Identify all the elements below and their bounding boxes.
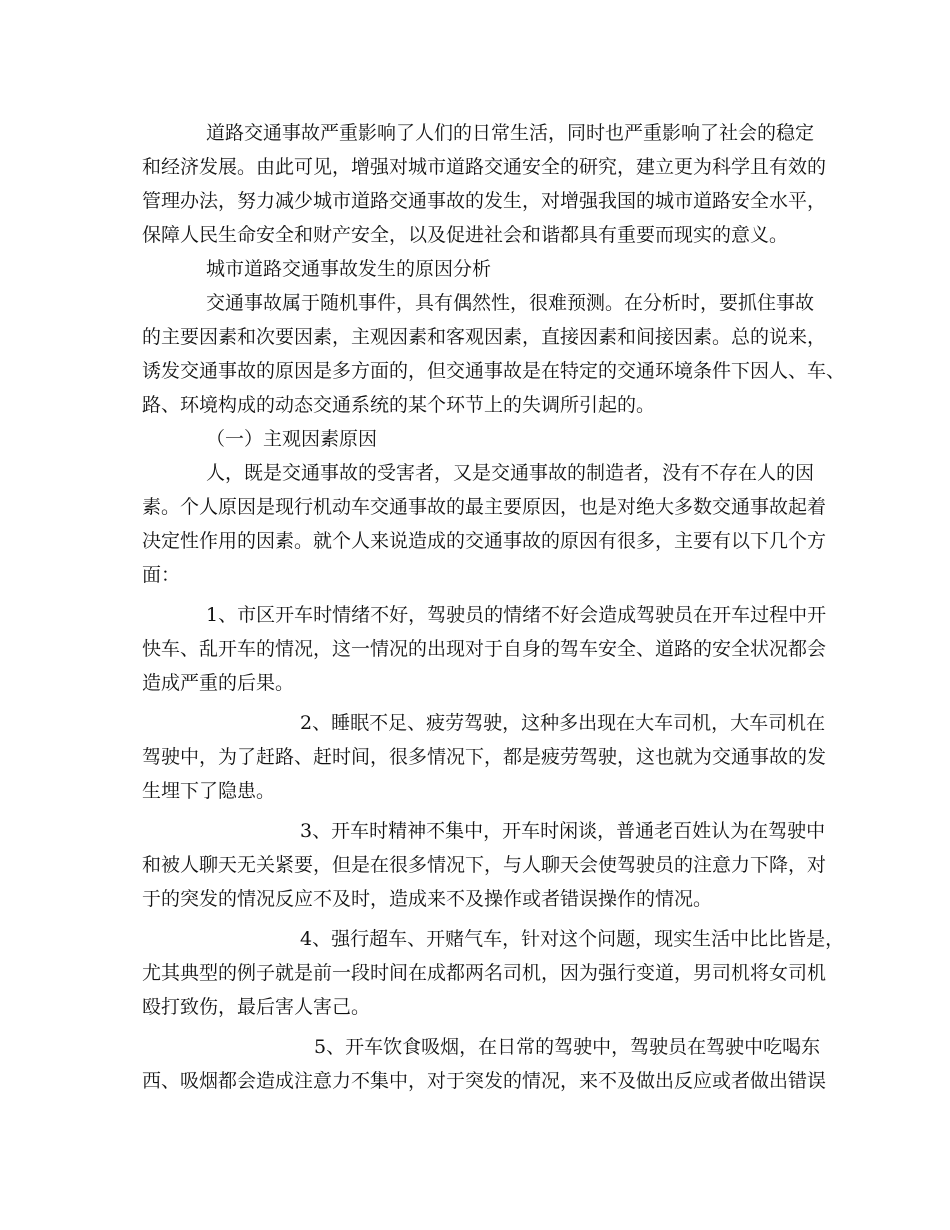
list-item-line: 1、市区开车时情绪不好，驾驶员的情绪不好会造成驾驶员在开车过程中开 — [206, 604, 827, 626]
text-line: 路、环境构成的动态交通系统的某个环节上的失调所引起的。 — [142, 394, 656, 416]
list-item-line: 5、开车饮食吸烟，在日常的驾驶中，驾驶员在驾驶中吃喝东 — [314, 1036, 821, 1058]
text-line: 的主要因素和次要因素，主观因素和客观因素，直接因素和间接因素。总的说来， — [142, 326, 827, 348]
text-line: 诱发交通事故的原因是多方面的，但交通事故是在特定的交通环境条件下因人、车、 — [142, 360, 846, 382]
text-line: 殴打致伤，最后害人害己。 — [142, 996, 371, 1018]
text-line: 素。个人原因是现行机动车交通事故的最主要原因，也是对绝大多数交通事故起着 — [142, 496, 827, 518]
text-line: 和经济发展。由此可见，增强对城市道路交通安全的研究，建立更为科学且有效的 — [142, 156, 827, 178]
document-body — [142, 116, 846, 1098]
text-line: 交通事故属于随机事件，具有偶然性，很难预测。在分析时，要抓住事故 — [206, 292, 815, 314]
text-line: 尤其典型的例子就是前一段时间在成都两名司机，因为强行变道，男司机将女司机 — [142, 962, 827, 984]
text-line: 西、吸烟都会造成注意力不集中，对于突发的情况，来不及做出反应或者做出错误 — [142, 1070, 827, 1092]
text-line: 造成严重的后果。 — [142, 672, 295, 694]
list-item-line: 3、开车时精神不集中，开车时闲谈，普通老百姓认为在驾驶中 — [300, 820, 826, 842]
text-line: 人，既是交通事故的受害者，又是交通事故的制造者，没有不存在人的因 — [206, 462, 815, 484]
text-line: 保障人民生命安全和财产安全，以及促进社会和谐都具有重要而现实的意义。 — [142, 224, 789, 246]
text-line: 管理办法，努力减少城市道路交通事故的发生，对增强我国的城市道路安全水平， — [142, 190, 827, 212]
text-line: 于的突发的情况反应不及时，造成来不及操作或者错误操作的情况。 — [142, 888, 713, 910]
list-item-line: 2、睡眠不足、疲劳驾驶，这种多出现在大车司机，大车司机在 — [300, 712, 826, 734]
list-item-line: 4、强行超车、开赌气车，针对这个问题，现实生活中比比皆是， — [300, 928, 845, 950]
subsection-heading: （一）主观因素原因 — [206, 428, 378, 450]
text-line: 快车、乱开车的情况，这一情况的出现对于自身的驾车安全、道路的安全状况都会 — [142, 638, 827, 660]
text-line: 决定性作用的因素。就个人来说造成的交通事故的原因有很多，主要有以下几个方 — [142, 530, 827, 552]
text-line: 和被人聊天无关紧要，但是在很多情况下，与人聊天会使驾驶员的注意力下降，对 — [142, 854, 827, 876]
section-heading: 城市道路交通事故发生的原因分析 — [206, 258, 492, 280]
text-line: 驾驶中，为了赶路、赶时间，很多情况下，都是疲劳驾驶，这也就为交通事故的发 — [142, 746, 827, 768]
text-line: 面： — [142, 564, 181, 586]
text-line: 生埋下了隐患。 — [142, 780, 276, 802]
text-line: 道路交通事故严重影响了人们的日常生活，同时也严重影响了社会的稳定 — [206, 122, 815, 144]
